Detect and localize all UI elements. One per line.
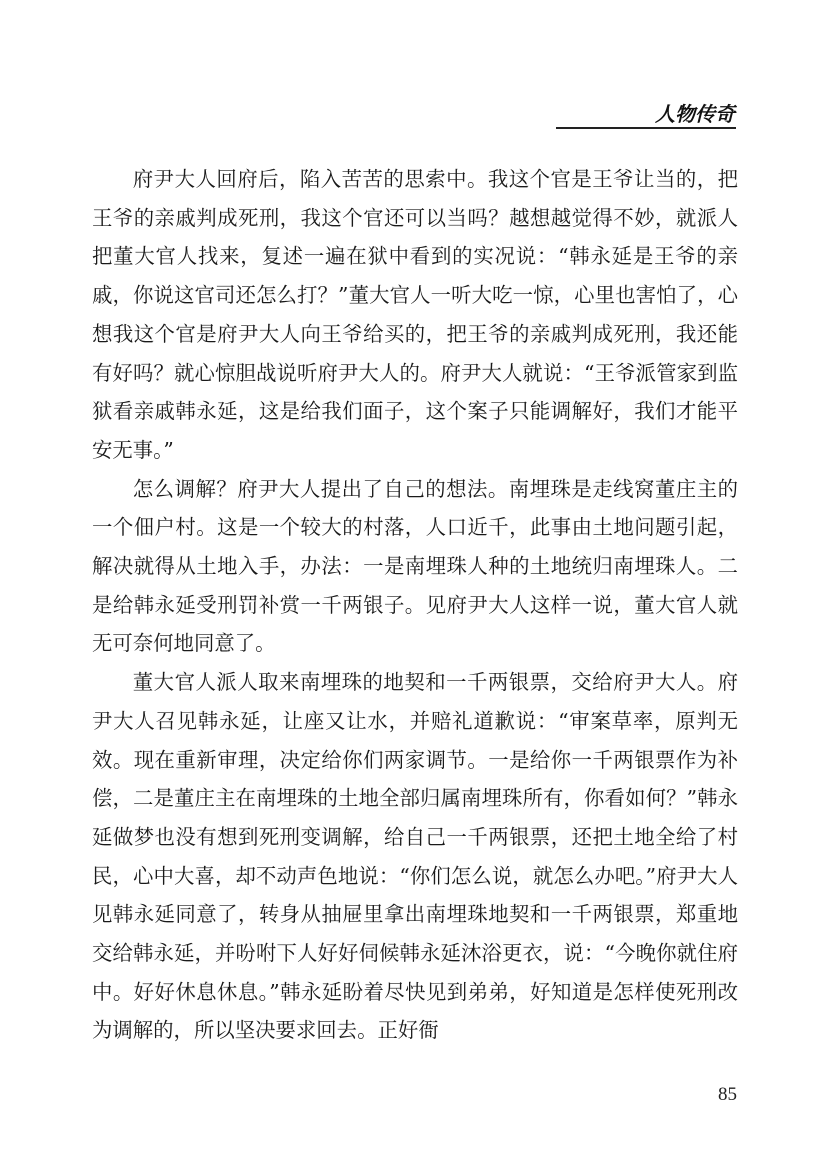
paragraph: 府尹大人回府后，陷入苦苦的思索中。我这个官是王爷让当的，把王爷的亲戚判成死刑，我这个官还可以当吗？越想越觉得不妙，就派人把董大官人找来，复述一遍在狱中看到的实况说：“韩永延是王爷的亲戚，你说这官司还怎么打？”董大官人一听大吃一惊，心里也害怕了，心想我这个官是府尹大人向王爷给买的，把王爷的亲戚判成死刑，我还能有好吗？就心惊胆战说听府尹大人的。府尹大人就说：“王爷派管家到监狱看亲戚韩永延，这是给我们面子，这个案子只能调解好，我们才能平安无事。”	[92, 167, 738, 462]
body-text	[92, 160, 738, 1050]
running-header: 人物传奇	[655, 102, 735, 126]
paragraph: 董大官人派人取来南埋珠的地契和一千两银票，交给府尹大人。府尹大人召见韩永延，让座又让水，并赔礼道歉说：“审案草率，原判无效。现在重新审理，决定给你们两家调节。一是给你一千两银票作为补偿，二是董庄主在南埋珠的土地全部归属南埋珠所有，你看如何？”韩永延做梦也没有想到死刑变调解，给自己一千两银票，还把土地全给了村民，心中大喜，却不动声色地说：“你们怎么说，就怎么办吧。”府尹大人见韩永延同意了，转身从抽屉里拿出南埋珠地契和一千两银票，郑重地交给韩永延，并吩咐下人好好伺候韩永延沐浴更衣，说：“今晚你就住府中。好好休息休息。”韩永延盼着尽快见到弟弟，好知道是怎样使死刑改为调解的，所以坚决要求回去。正好衙	[92, 670, 738, 1043]
page-number: 85	[718, 1084, 737, 1105]
header-rule	[556, 127, 736, 129]
paragraph: 怎么调解？府尹大人提出了自己的想法。南埋珠是走线窝董庄主的一个佃户村。这是一个较大的村落，人口近千，此事由土地问题引起，解决就得从土地入手，办法：一是南埋珠人种的土地统归南埋珠人。二是给韩永延受刑罚补赏一千两银子。见府尹大人这样一说，董大官人就无可奈何地同意了。	[92, 476, 738, 656]
